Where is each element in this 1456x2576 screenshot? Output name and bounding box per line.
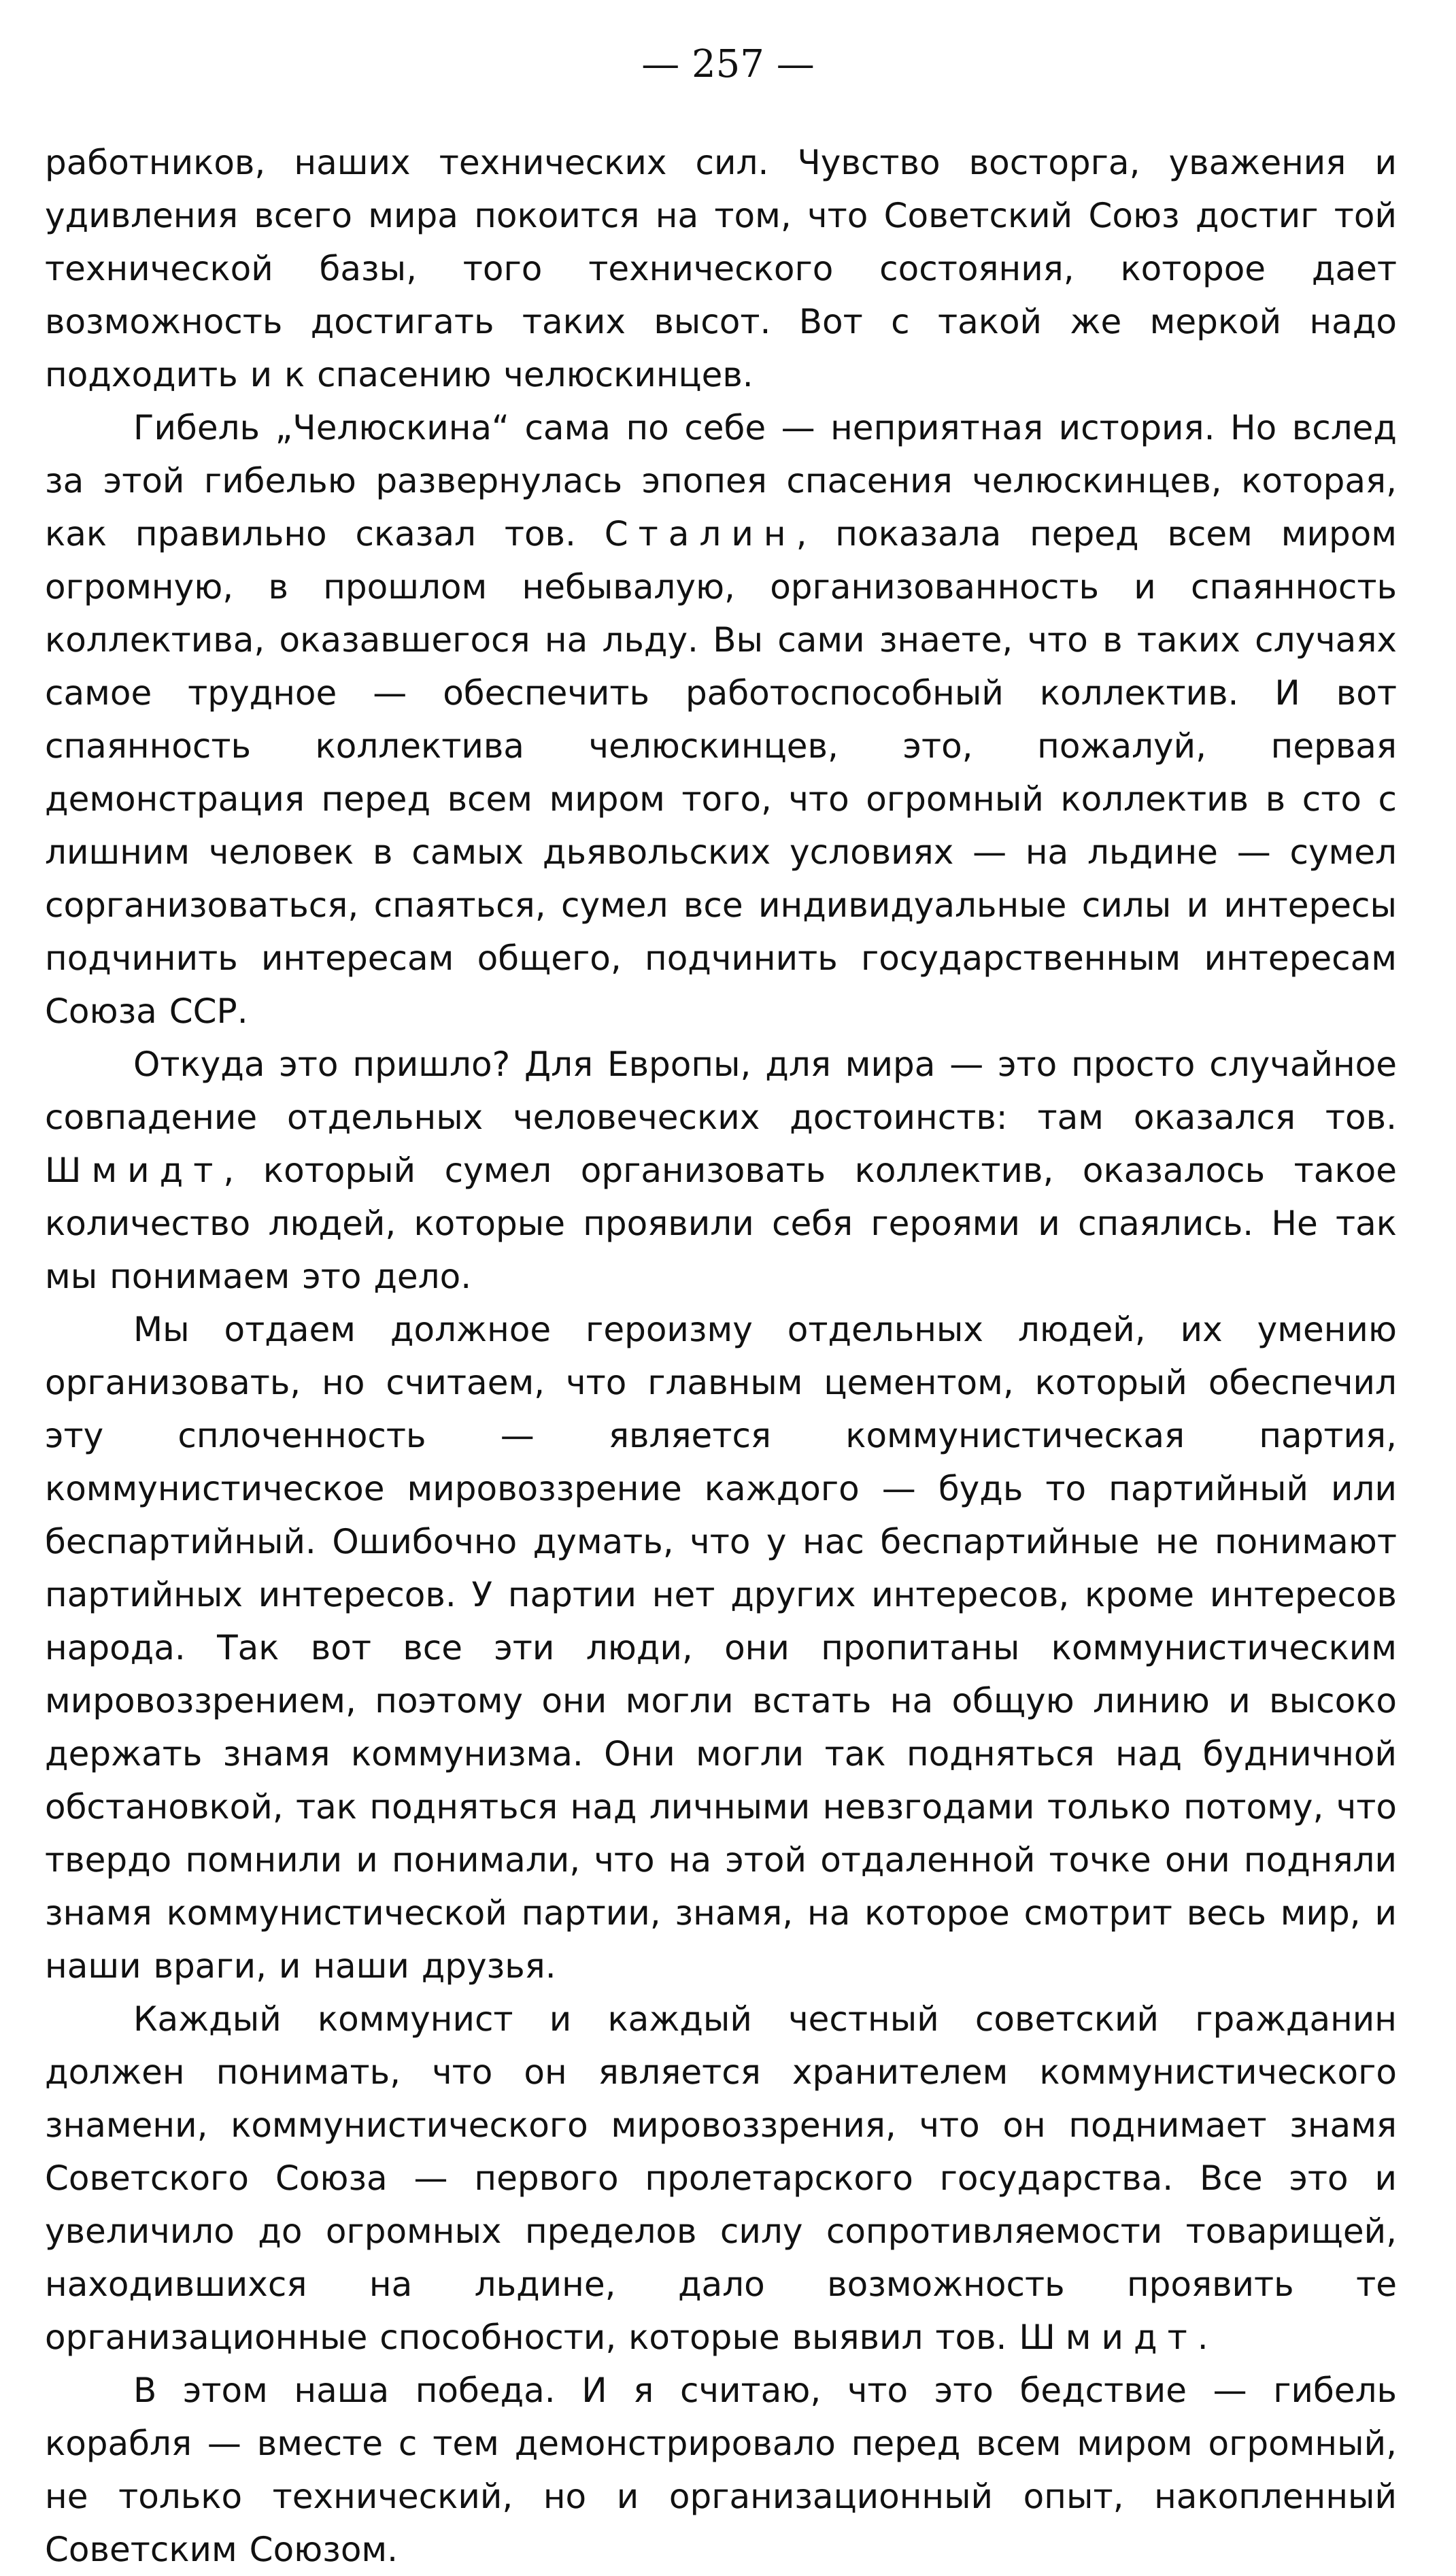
paragraph-3-part-b: , который сумел организовать коллектив, оказалось такое количество людей, которые проявили себя героями и спаялись. Не так мы понимаем это дело. bbox=[45, 1151, 1397, 1296]
paragraph-2 bbox=[45, 401, 1397, 1038]
paragraph-5-part-b: . bbox=[1197, 2318, 1208, 2357]
body-text bbox=[45, 136, 1397, 2576]
paragraph-5-part-a: Каждый коммунист и каждый честный советский гражданин должен понимать, что он является хранителем коммунистического знамени, коммунистического мировоззрения, что он поднимает знамя Советского Союза — первого пролетарского государства. Все это и увеличило до огромных пределов силу сопротивляемости товарищей, находившихся на льдине, дало возможность проявить те организационные способности, которые выявил тов. bbox=[45, 1999, 1397, 2357]
paragraph-6: В этом наша победа. И я считаю, что это бедствие — гибель корабля — вместе с тем демонстрировало перед всем миром огромный, не только технический, но и организационный опыт, накопленный Советским Союзом. bbox=[45, 2371, 1397, 2569]
paragraph-3 bbox=[45, 1038, 1397, 1303]
paragraph-5 bbox=[45, 1993, 1397, 2364]
page-number: — 257 — bbox=[641, 42, 815, 86]
emphasized-name-schmidt-2: Шмидт bbox=[1019, 2318, 1198, 2357]
paragraph-2-part-b: , показала перед всем миром огромную, в прошлом небывалую, организованность и спаянность коллектива, оказавшегося на льду. Вы сами знаете, что в таких случаях самое трудное — обеспечить работоспособный коллектив. И вот спаянность коллектива челюскинцев, это, пожалуй, первая демонстрация перед всем миром того, что огромный коллектив в сто с лишним человек в самых дьявольских условиях — на льдине — сумел сорганизоваться, спаяться, сумел все индивидуальные силы и интересы подчинить интересам общего, подчинить государственным интересам Союза ССР. bbox=[45, 514, 1397, 1031]
paragraph-3-part-a: Откуда это пришло? Для Европы, для мира — это просто случайное совпадение отдельных человеческих достоинств: там оказался тов. bbox=[45, 1045, 1397, 1137]
paragraph-4: Мы отдаем должное героизму отдельных людей, их умению организовать, но считаем, что главным цементом, который обеспечил эту сплоченность — является коммунистическая партия, коммунистическое мировоззрение каждого — будь то партийный или беспартийный. Ошибочно думать, что у нас беспартийные не понимают партийных интересов. У партии нет других интересов, кроме интересов народа. Так вот все эти люди, они пропитаны коммунистическим мировоззрением, поэтому они могли встать на общую линию и высоко держать знамя коммунизма. Они могли так подняться над будничной обстановкой, так подняться над личными невзгодами только потому, что твердо помнили и понимали, что на этой отдаленной точке они подняли знамя коммунистической партии, знамя, на которое смотрит весь мир, и наши враги, и наши друзья. bbox=[45, 1310, 1397, 1986]
emphasized-name-stalin: Сталин bbox=[604, 514, 796, 554]
paragraph-2-part-a: Гибель „Челюскина“ сама по себе — неприятная история. Но вслед за этой гибелью развернулась эпопея спасения челюскинцев, которая, как правильно сказал тов. bbox=[45, 408, 1397, 554]
paragraph-1: работников, наших технических сил. Чувство восторга, уважения и удивления всего мира покоится на том, что Советский Союз достиг той технической базы, того технического состояния, которое дает возможность достигать таких высот. Вот с такой же меркой надо подходить и к спасению челюскинцев. bbox=[45, 143, 1397, 394]
emphasized-name-schmidt: Шмидт bbox=[45, 1151, 224, 1190]
